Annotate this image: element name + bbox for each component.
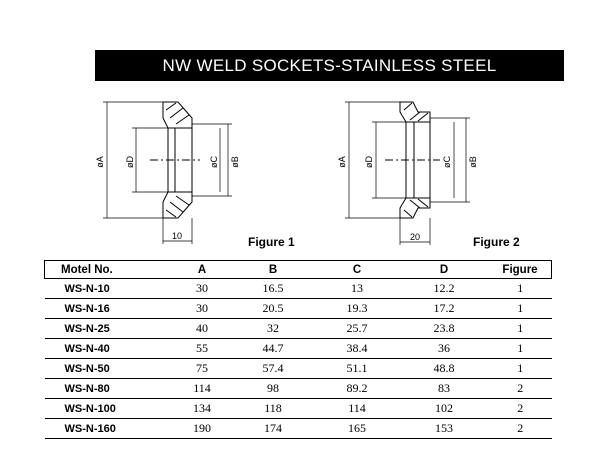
table-row <box>45 419 552 439</box>
table-row <box>45 299 552 319</box>
cell-model: WS-N-100 <box>45 399 174 419</box>
cell-a: 190 <box>173 419 231 439</box>
cell-figure: 1 <box>489 299 552 319</box>
cell-d: 153 <box>399 419 489 439</box>
fig2-width-label: 20 <box>409 232 421 242</box>
col-header-d: D <box>399 261 489 279</box>
table-row <box>45 279 552 299</box>
table-row <box>45 399 552 419</box>
cell-b: 20.5 <box>231 299 315 319</box>
cell-d: 17.2 <box>399 299 489 319</box>
cell-d: 36 <box>399 339 489 359</box>
cell-c: 13 <box>315 279 399 299</box>
cell-a: 134 <box>173 399 231 419</box>
cell-c: 51.1 <box>315 359 399 379</box>
table-row <box>45 379 552 399</box>
cell-c: 19.3 <box>315 299 399 319</box>
cell-model: WS-N-50 <box>45 359 174 379</box>
cell-a: 30 <box>173 299 231 319</box>
col-header-b: B <box>231 261 315 279</box>
fig2-label-a: øA <box>337 156 347 168</box>
cell-b: 57.4 <box>231 359 315 379</box>
cell-figure: 2 <box>489 419 552 439</box>
table-header-row <box>45 261 552 279</box>
cell-d: 23.8 <box>399 319 489 339</box>
col-header-model: Motel No. <box>45 261 174 279</box>
cell-d: 83 <box>399 379 489 399</box>
cell-figure: 2 <box>489 399 552 419</box>
cell-b: 16.5 <box>231 279 315 299</box>
col-header-a: A <box>173 261 231 279</box>
cell-model: WS-N-160 <box>45 419 174 439</box>
fig2-label-b: øB <box>468 156 478 168</box>
cell-c: 165 <box>315 419 399 439</box>
fig1-label-b: øB <box>230 156 240 168</box>
table-row <box>45 339 552 359</box>
figure-1-labels <box>95 156 295 249</box>
cell-model: WS-N-80 <box>45 379 174 399</box>
cell-c: 114 <box>315 399 399 419</box>
cell-model: WS-N-10 <box>45 279 174 299</box>
cell-a: 30 <box>173 279 231 299</box>
cell-b: 174 <box>231 419 315 439</box>
cell-c: 38.4 <box>315 339 399 359</box>
table-body <box>45 279 552 439</box>
cell-c: 25.7 <box>315 319 399 339</box>
cell-figure: 1 <box>489 279 552 299</box>
figure-1-drawing <box>103 102 232 244</box>
col-header-c: C <box>315 261 399 279</box>
table-row <box>45 359 552 379</box>
cell-model: WS-N-40 <box>45 339 174 359</box>
cell-figure: 2 <box>489 379 552 399</box>
cell-model: WS-N-25 <box>45 319 174 339</box>
cell-b: 118 <box>231 399 315 419</box>
fig2-label-c: øC <box>442 156 452 168</box>
figure-2-caption: Figure 2 <box>473 235 520 249</box>
cell-a: 114 <box>173 379 231 399</box>
fig1-width-label: 10 <box>171 231 183 241</box>
fig1-label-c: øC <box>209 156 219 168</box>
figure-1-caption: Figure 1 <box>248 235 295 249</box>
cell-c: 89.2 <box>315 379 399 399</box>
cell-d: 12.2 <box>399 279 489 299</box>
fig2-label-d: øD <box>364 156 374 168</box>
cell-a: 40 <box>173 319 231 339</box>
cell-figure: 1 <box>489 339 552 359</box>
cell-b: 98 <box>231 379 315 399</box>
cell-model: WS-N-16 <box>45 299 174 319</box>
cell-a: 75 <box>173 359 231 379</box>
cell-d: 48.8 <box>399 359 489 379</box>
fig1-label-d: øD <box>125 156 135 168</box>
cell-figure: 1 <box>489 359 552 379</box>
cell-figure: 1 <box>489 319 552 339</box>
col-header-figure: Figure <box>489 261 552 279</box>
table-row <box>45 319 552 339</box>
cell-d: 102 <box>399 399 489 419</box>
fig1-label-a: øA <box>95 156 105 168</box>
cell-a: 55 <box>173 339 231 359</box>
specs-table <box>44 260 552 439</box>
figure-2-drawing <box>345 102 470 245</box>
cell-b: 44.7 <box>231 339 315 359</box>
cell-b: 32 <box>231 319 315 339</box>
page-title: NW WELD SOCKETS-STAINLESS STEEL <box>162 55 497 75</box>
